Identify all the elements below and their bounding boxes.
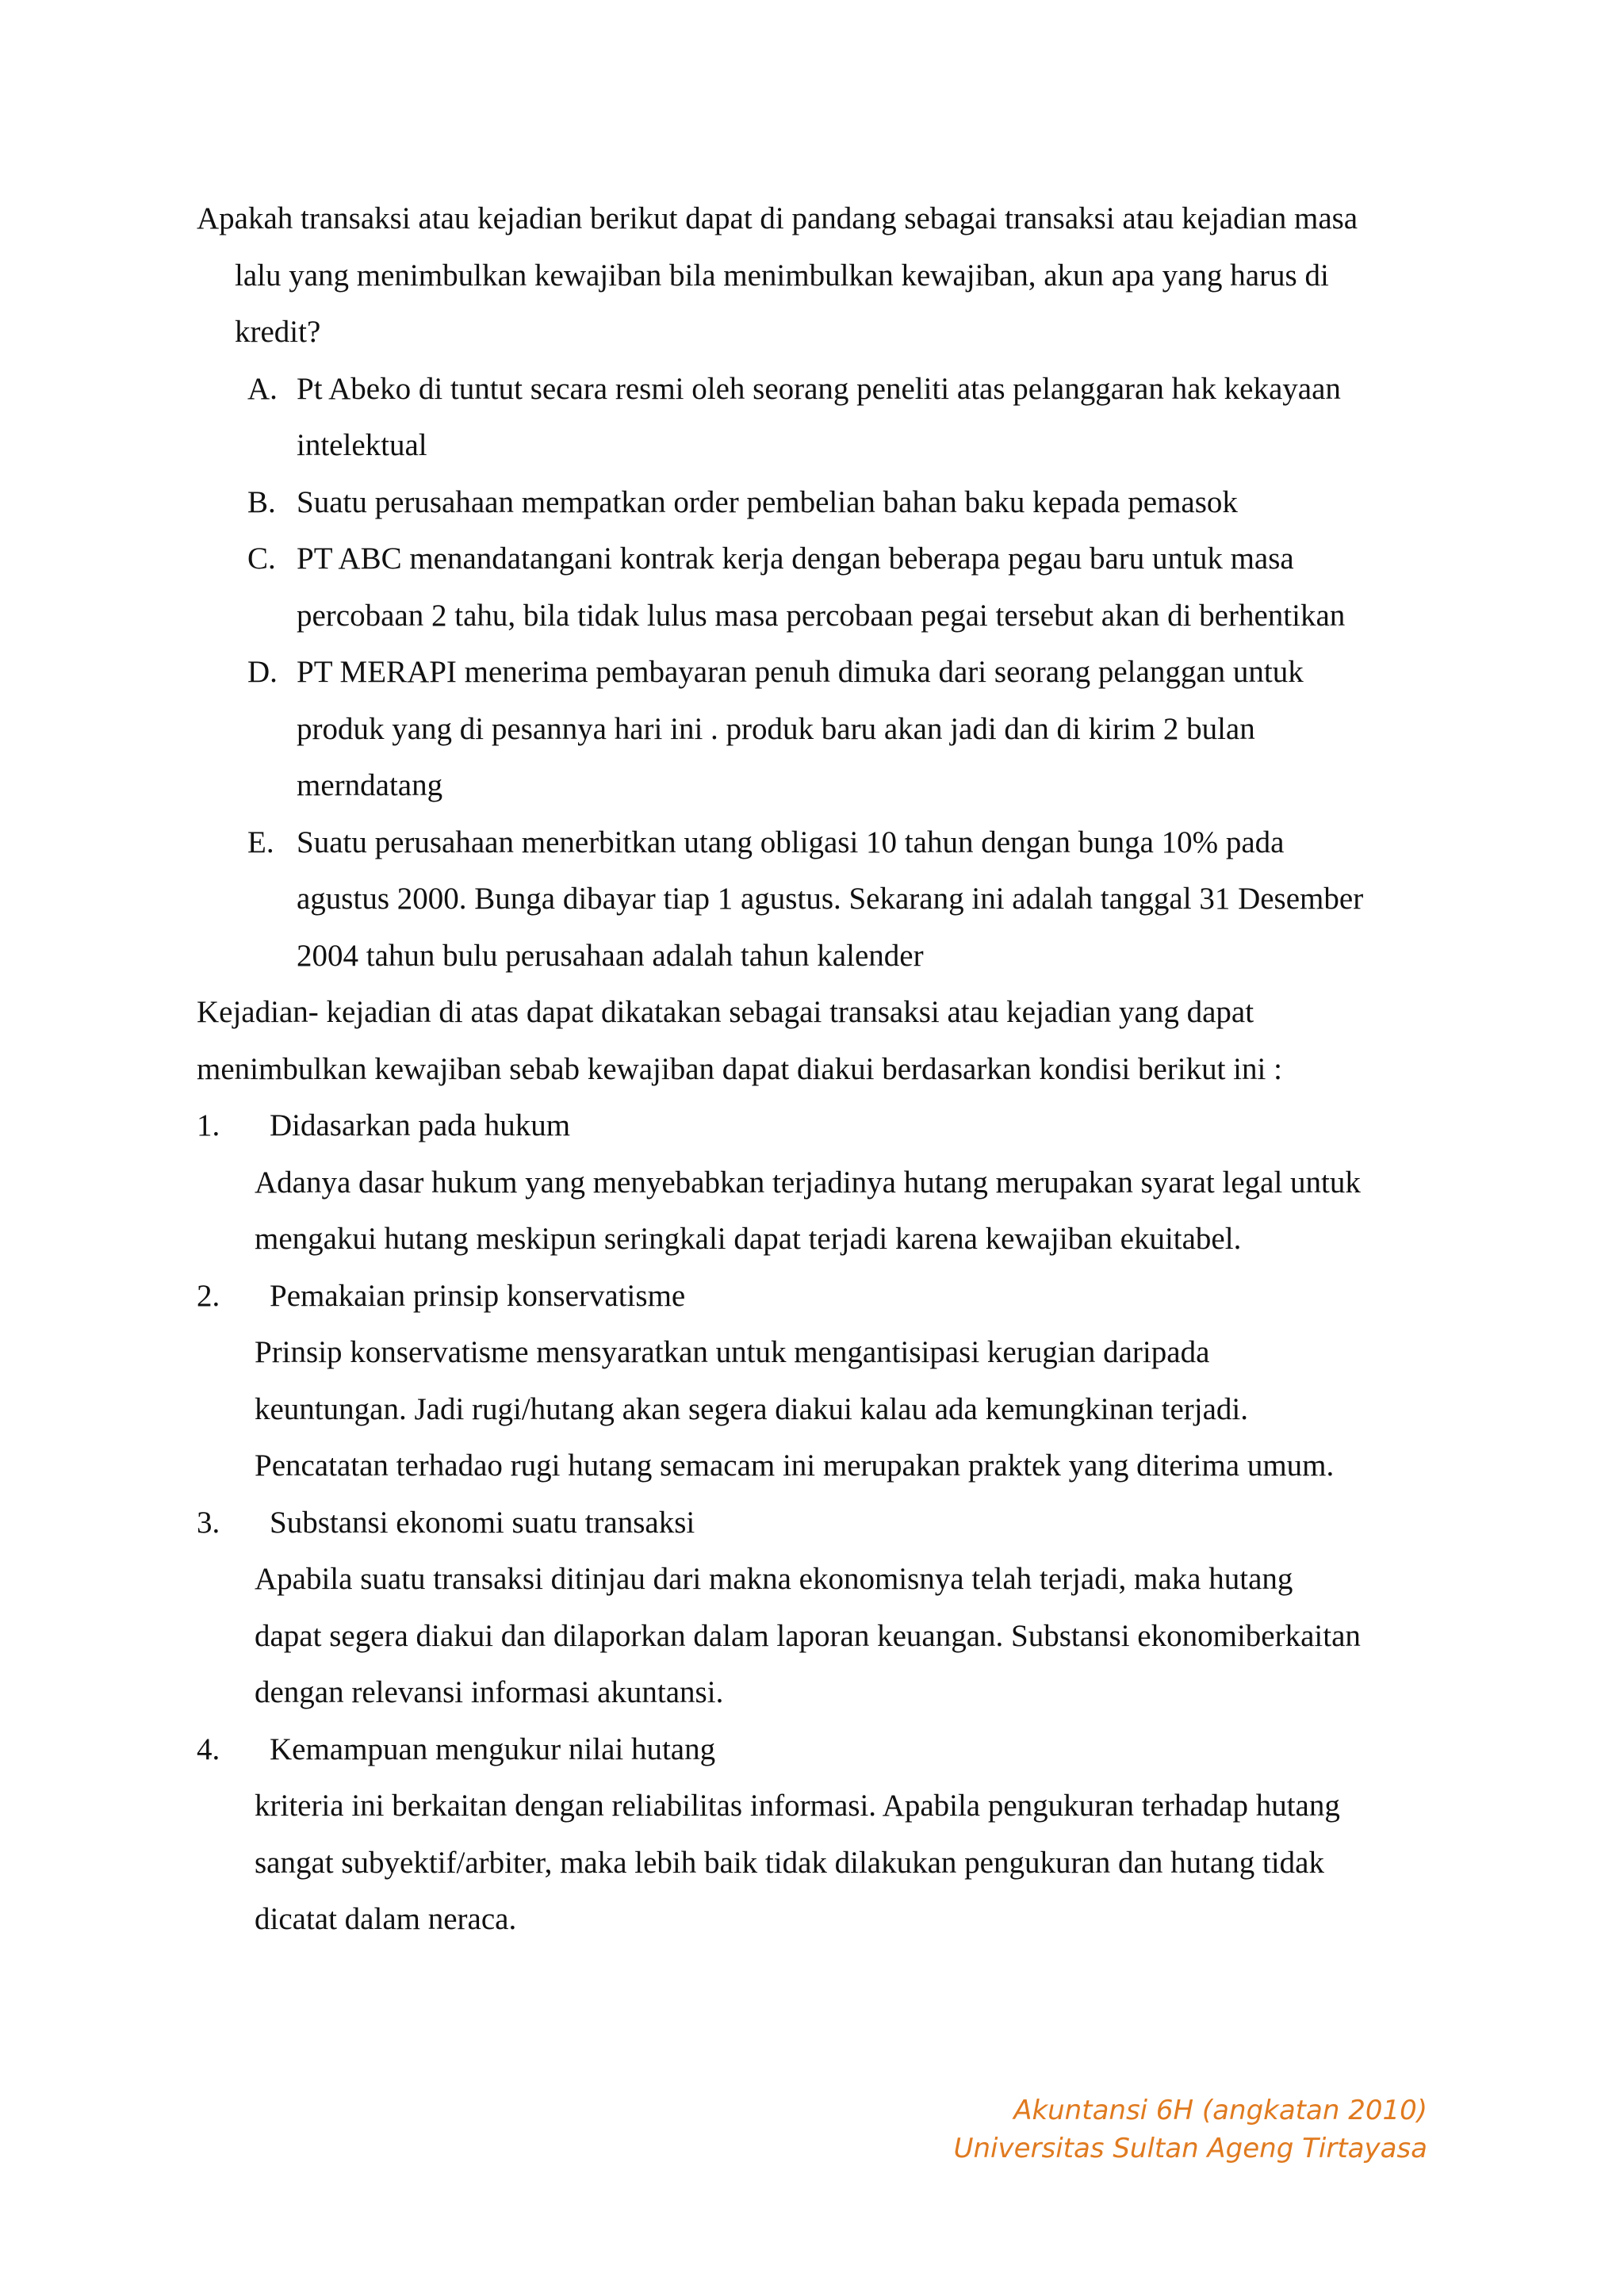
footer-university: Universitas Sultan Ageng Tirtayasa: [953, 2133, 1427, 2164]
option-letter: E.: [247, 825, 274, 859]
option-item-e: [197, 814, 1434, 985]
option-text: merndatang: [297, 768, 443, 802]
condition-text: dapat segera diakui dan dilaporkan dalam laporan keuangan. Substansi ekonomiberkaitan: [255, 1618, 1361, 1653]
condition-title: Pemakaian prinsip konservatisme: [270, 1278, 686, 1313]
conclusion-line: Kejadian- kejadian di atas dapat dikatakan sebagai transaksi atau kejadian yang dapat: [197, 995, 1254, 1029]
option-text: PT MERAPI menerima pembayaran penuh dimuka dari seorang pelanggan untuk: [297, 655, 1304, 689]
condition-item-1: [197, 1097, 1434, 1268]
option-text: intelektual: [297, 428, 427, 462]
intro-line: lalu yang menimbulkan kewajiban bila menimbulkan kewajiban, akun apa yang harus di: [235, 258, 1329, 293]
condition-title: Didasarkan pada hukum: [270, 1108, 571, 1142]
option-letter: A.: [247, 371, 278, 406]
document-body: [197, 190, 1434, 1948]
condition-title: Kemampuan mengukur nilai hutang: [270, 1732, 716, 1766]
condition-number: 1.: [197, 1108, 220, 1142]
conclusion-line: menimbulkan kewajiban sebab kewajiban dapat diakui berdasarkan kondisi berikut ini :: [197, 1051, 1282, 1086]
option-item-d: [197, 644, 1434, 814]
condition-item-3: [197, 1494, 1434, 1721]
intro-line: Apakah transaksi atau kejadian berikut dapat di pandang sebagai transaksi atau kejadian masa: [197, 201, 1358, 235]
option-text: Suatu perusahaan menerbitkan utang obligasi 10 tahun dengan bunga 10% pada: [297, 825, 1285, 859]
condition-text: mengakui hutang meskipun seringkali dapat terjadi karena kewajiban ekuitabel.: [255, 1222, 1242, 1256]
option-letter: B.: [247, 484, 276, 519]
condition-text: dicatat dalam neraca.: [255, 1902, 517, 1936]
condition-text: sangat subyektif/arbiter, maka lebih baik tidak dilakukan pengukuran dan hutang tidak: [255, 1845, 1324, 1880]
option-text: Pt Abeko di tuntut secara resmi oleh seorang peneliti atas pelanggaran hak kekayaan: [297, 371, 1341, 406]
intro-line: kredit?: [235, 315, 321, 349]
option-text: percobaan 2 tahu, bila tidak lulus masa percobaan pegai tersebut akan di berhentikan: [297, 598, 1346, 633]
condition-item-2: [197, 1268, 1434, 1494]
condition-text: keuntungan. Jadi rugi/hutang akan segera diakui kalau ada kemungkinan terjadi.: [255, 1391, 1249, 1426]
intro-question: [197, 190, 1434, 361]
option-item-c: [197, 530, 1434, 644]
option-text: Suatu perusahaan mempatkan order pembelian bahan baku kepada pemasok: [297, 484, 1238, 519]
option-letter: C.: [247, 541, 276, 576]
condition-item-4: [197, 1721, 1434, 1948]
option-text: 2004 tahun bulu perusahaan adalah tahun kalender: [297, 938, 924, 973]
option-text: produk yang di pesannya hari ini . produk baru akan jadi dan di kirim 2 bulan: [297, 711, 1255, 746]
condition-text: kriteria ini berkaitan dengan reliabilitas informasi. Apabila pengukuran terhadap hutang: [255, 1789, 1340, 1823]
options-list: [197, 361, 1434, 985]
conclusion-paragraph: [197, 984, 1434, 1097]
condition-number: 2.: [197, 1278, 220, 1313]
condition-text: Apabila suatu transaksi ditinjau dari makna ekonomisnya telah terjadi, maka hutang: [255, 1562, 1293, 1596]
condition-number: 4.: [197, 1732, 220, 1766]
page-footer: [954, 2091, 1427, 2168]
option-text: PT ABC menandatangani kontrak kerja dengan beberapa pegau baru untuk masa: [297, 541, 1294, 576]
option-item-a: [197, 361, 1434, 474]
option-item-b: [197, 474, 1434, 531]
condition-text: dengan relevansi informasi akuntansi.: [255, 1675, 724, 1709]
conditions-list: [197, 1097, 1434, 1948]
condition-number: 3.: [197, 1505, 220, 1540]
option-text: agustus 2000. Bunga dibayar tiap 1 agustus. Sekarang ini adalah tanggal 31 Desember: [297, 882, 1364, 916]
condition-title: Substansi ekonomi suatu transaksi: [270, 1505, 695, 1540]
option-letter: D.: [247, 655, 278, 689]
footer-course: Akuntansi 6H (angkatan 2010): [1013, 2095, 1427, 2126]
condition-text: Adanya dasar hukum yang menyebabkan terjadinya hutang merupakan syarat legal untuk: [255, 1165, 1361, 1200]
condition-text: Pencatatan terhadao rugi hutang semacam ini merupakan praktek yang diterima umum.: [255, 1448, 1335, 1483]
condition-text: Prinsip konservatisme mensyaratkan untuk mengantisipasi kerugian daripada: [255, 1335, 1210, 1369]
